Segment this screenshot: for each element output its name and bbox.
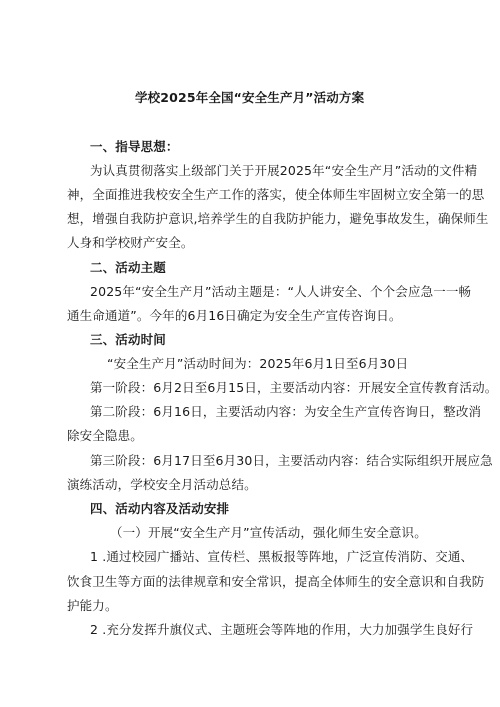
paragraph-line: 想，增强自我防护意识,培养学生的自我防护能力，避免事故发生，确保师生 [67, 211, 489, 226]
paragraph-line: “安全生产月”活动时间为：2025年6月1日至6月30日 [107, 356, 409, 371]
paragraph-line: 第二阶段：6月16日，主要活动内容：为安全生产宣传咨询日，整改消 [90, 404, 482, 419]
list-item-line: 护能力。 [67, 598, 118, 613]
paragraph-line: 除安全隐患。 [67, 428, 143, 443]
list-item-line: 饮食卫生等方面的法律规章和安全常识，提高全体师生的安全意识和自我防 [67, 574, 485, 589]
paragraph-line: 演练活动，学校安全月活动总结。 [67, 477, 257, 492]
list-item-line: 2 .充分发挥升旗仪式、主题班会等阵地的作用，大力加强学生良好行 [90, 622, 474, 637]
paragraph-line: 神，全面推进我校安全生产工作的落实，使全体师生牢固树立安全第一的思 [67, 187, 485, 202]
paragraph-line: 人身和学校财产安全。 [67, 235, 194, 250]
document-title: 学校2025年全国“安全生产月”活动方案 [135, 90, 365, 105]
section-heading-content: 四、活动内容及活动安排 [90, 501, 230, 516]
paragraph-line: 通生命通道”。今年的6月16日确定为安全生产宣传咨询日。 [67, 308, 402, 323]
paragraph-line: 第三阶段：6月17日至6月30日，主要活动内容：结合实际组织开展应急 [90, 453, 493, 468]
section-heading-guiding-ideology: 一、指导思想： [90, 139, 179, 154]
paragraph-line: 为认真贯彻落实上级部门关于开展2025年“安全生产月”活动的文件精 [90, 163, 478, 178]
list-item-line: 1 .通过校园广播站、宣传栏、黑板报等阵地，广泛宣传消防、交通、 [90, 549, 474, 564]
section-heading-theme: 二、活动主题 [90, 260, 166, 275]
paragraph-line: 2025年“安全生产月”活动主题是：“人人讲安全、个个会应急一一畅 [90, 284, 472, 299]
section-heading-time: 三、活动时间 [90, 332, 166, 347]
paragraph-line: 第一阶段：6月2日至6月15日，主要活动内容：开展安全宣传教育活动。 [90, 380, 498, 395]
subsection-heading: （一）开展“安全生产月”宣传活动，强化师生安全意识。 [110, 525, 427, 540]
